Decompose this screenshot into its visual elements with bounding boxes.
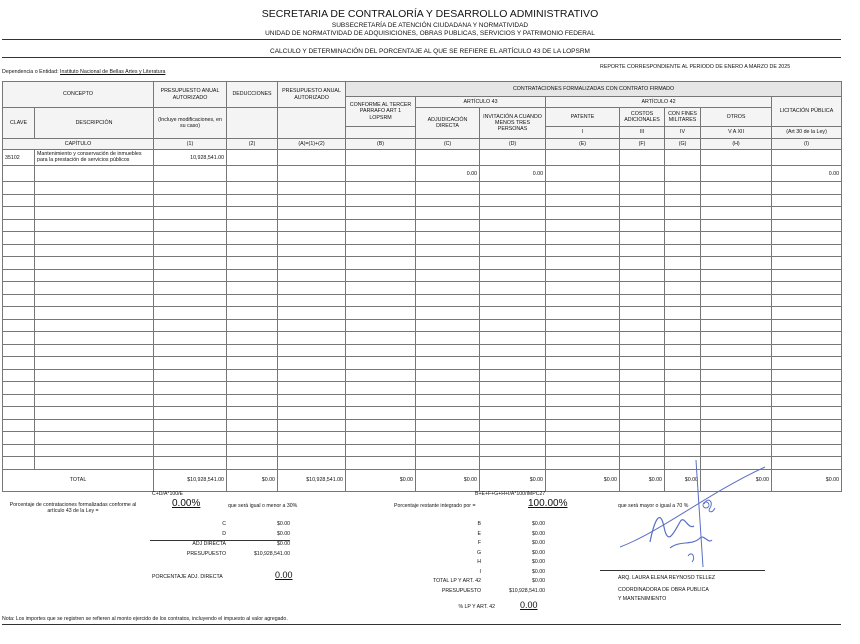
total-deducciones: $0.00	[227, 469, 278, 491]
table-row	[3, 269, 842, 282]
header-blank-deducciones	[227, 108, 278, 139]
signature-line	[600, 570, 765, 571]
total-label: TOTAL	[3, 469, 154, 491]
formula-right: B+E+F+G+H+I/A*100/IMPC27	[475, 491, 546, 497]
col-number-2: (2)	[227, 139, 278, 150]
roman-v-xii: V A XII	[701, 127, 772, 139]
summary-row-value: $0.00	[277, 530, 290, 537]
total-c: $0.00	[416, 469, 480, 491]
table-row	[3, 232, 842, 245]
summary-row	[430, 559, 545, 569]
total-f: $0.00	[620, 469, 665, 491]
header-descripcion: DESCRIPCIÓN	[35, 108, 154, 139]
row-clave: 35102	[3, 150, 35, 166]
summary-row	[150, 551, 290, 561]
table-row	[3, 282, 842, 295]
col-number-a: (A)=(1)+(2)	[278, 139, 346, 150]
summary-row-value: $0.00	[532, 521, 545, 527]
col-letter-i: (I)	[772, 139, 842, 150]
header-patente: PATENTE	[546, 108, 620, 127]
percentage-right-value: 100.00%	[528, 498, 568, 509]
header-otros: OTROS	[701, 108, 772, 127]
total-h: $0.00	[701, 469, 772, 491]
header-incluye: (Incluye modificaciones, en su caso)	[154, 108, 227, 139]
dependency-value: Instituto Nacional de Bellas Artes y Literatura	[60, 69, 166, 75]
header-presupuesto-autorizado: PRESUPUESTO ANUAL AUTORIZADO	[154, 82, 227, 108]
right-summary	[430, 521, 545, 597]
calculation-title: CALCULO Y DETERMINACIÓN DEL PORCENTAJE AL QUE SE REFIERE EL ARTÍCULO 43 DE LA LOPSRM	[270, 48, 590, 55]
col-number-1: (1)	[154, 139, 227, 150]
dependency-line	[2, 69, 165, 75]
header-art30: (Art 30 de la Ley)	[772, 127, 842, 139]
summary-row	[430, 588, 545, 598]
summary-row-value: $10,928,541.00	[253, 550, 290, 557]
col-letter-g: (G)	[665, 139, 701, 150]
summary-row-label: I	[479, 568, 481, 575]
table-row	[3, 182, 842, 195]
header-costos: COSTOS ADICIONALES	[620, 108, 665, 127]
note-left: que será igual o menor a 30%	[228, 503, 298, 509]
summary-row-value: $0.00	[532, 578, 545, 584]
row-descripcion: Mantenimiento y conservación de inmuebles para la prestación de servicios públicos	[35, 150, 154, 166]
summary-row	[150, 531, 290, 542]
header-articulo-43: ARTÍCULO 43	[416, 97, 546, 108]
title-divider	[2, 57, 841, 58]
header-capitulo: CAPÍTULO	[3, 139, 154, 150]
table-row	[3, 344, 842, 357]
header-blank-conforme	[346, 127, 416, 139]
document-unit: UNIDAD DE NORMATIVIDAD DE ADQUISICIONES, OBRAS PUBLICAS, SERVICIOS Y PATRIMONIO FEDERAL	[265, 30, 595, 37]
table-row	[3, 357, 842, 370]
signer-role-1: COORDINADORA DE OBRA PUBLICA	[618, 587, 709, 593]
footer-divider	[2, 624, 841, 625]
summary-row	[150, 521, 290, 531]
table-row	[3, 166, 842, 182]
summary-row-value: $0.00	[277, 521, 290, 527]
total-b: $0.00	[346, 469, 416, 491]
table-row	[3, 319, 842, 332]
formula-left: C+D/A*100/E	[152, 491, 183, 497]
table-row	[3, 219, 842, 232]
summary-row	[430, 569, 545, 579]
percentage-right-label: Porcentaje restante integrado por =	[394, 503, 476, 509]
summary-row-value: $0.00	[532, 568, 545, 575]
summary-row	[150, 541, 290, 551]
total-d: $0.00	[480, 469, 546, 491]
summary-row-label: D	[222, 530, 226, 537]
table-row	[3, 194, 842, 207]
col-letter-h: (H)	[701, 139, 772, 150]
percentage-lp-value: 0.00	[520, 600, 538, 610]
summary-row	[430, 531, 545, 541]
note-right: que será mayor o igual a 70 %	[618, 503, 689, 509]
header-deducciones: DEDUCCIONES	[227, 82, 278, 108]
percentage-lp-label: % LP Y ART. 42	[458, 604, 495, 610]
table-row	[3, 150, 842, 166]
summary-row-label: E	[477, 530, 481, 537]
summary-row-value: $0.00	[532, 549, 545, 556]
summary-row-value: $0.00	[532, 559, 545, 565]
col-letter-c: (C)	[416, 139, 480, 150]
header-blank-presupuesto	[278, 108, 346, 139]
header-divider	[2, 39, 841, 40]
summary-row-label: H	[477, 559, 481, 565]
row-presupuesto: 10,928,541.00	[154, 150, 227, 166]
document-subtitle: SUBSECRETARÍA DE ATENCIÓN CIUDADANA Y NORMATIVIDAD	[331, 22, 529, 29]
summary-row	[430, 521, 545, 531]
percentage-left-label: Porcentaje de contrataciones formalizadas conforme al artículo 43 de la Ley =	[9, 502, 137, 515]
summary-row-label: ADJ DIRECTA	[192, 541, 226, 547]
summary-row-label: F	[477, 540, 481, 546]
table-row	[3, 332, 842, 345]
col-letter-b: (B)	[346, 139, 416, 150]
table-row	[3, 294, 842, 307]
col-letter-d: (D)	[480, 139, 546, 150]
summary-row-label: B	[477, 521, 481, 527]
header-licitacion: LICITACIÓN PÚBLICA	[772, 97, 842, 127]
roman-iv: IV	[665, 127, 701, 139]
summary-row-value: $10,928,541.00	[508, 587, 545, 594]
table-row	[3, 369, 842, 382]
header-conforme: CONFORME AL TERCER PARRAFO ART 1 LOPSRM	[346, 97, 416, 127]
period-label: REPORTE CORRESPONDIENTE AL PERIODO DE ENERO A MARZO DE 2025	[600, 64, 791, 70]
table-row	[3, 407, 842, 420]
summary-row-label: C	[222, 521, 226, 527]
table-row	[3, 382, 842, 395]
percentage-adj-value: 0.00	[275, 570, 293, 580]
header-presupuesto-autorizado-2: PRESUPUESTO ANUAL AUTORIZADO	[278, 82, 346, 108]
total-i: $0.00	[772, 469, 842, 491]
header-articulo-42: ARTÍCULO 42	[546, 97, 772, 108]
summary-row-value: $0.00	[532, 540, 545, 546]
col-letter-e: (E)	[546, 139, 620, 150]
summary-row	[430, 578, 545, 588]
table-row	[3, 432, 842, 445]
row-invitacion-value: 0.00	[480, 166, 546, 182]
header-invitacion: INVITACIÓN A CUANDO MENOS TRES PERSONAS	[480, 108, 546, 139]
table-row	[3, 419, 842, 432]
handwritten-signature	[600, 452, 780, 574]
dependency-label: Dependencia o Entidad:	[2, 69, 59, 75]
summary-row	[430, 550, 545, 560]
percentage-adj-label: PORCENTAJE ADJ. DIRECTA	[152, 574, 223, 580]
header-concepto: CONCEPTO	[3, 82, 154, 108]
total-g: $0.00	[665, 469, 701, 491]
total-e: $0.00	[546, 469, 620, 491]
summary-row-label: PRESUPUESTO	[441, 587, 481, 594]
summary-row	[430, 540, 545, 550]
summary-row-label: TOTAL LP Y ART. 42	[433, 578, 481, 584]
header-contrataciones: CONTRATACIONES FORMALIZADAS CON CONTRATO FIRMADO	[346, 82, 842, 97]
table-row	[3, 257, 842, 270]
table-row	[3, 394, 842, 407]
col-letter-f: (F)	[620, 139, 665, 150]
summary-row-value: $0.00	[277, 541, 290, 547]
header-clave: CLAVE	[3, 108, 35, 139]
total-presupuesto: $10,928,541.00	[154, 469, 227, 491]
summary-row-label: PRESUPUESTO	[186, 550, 226, 557]
table-row	[3, 307, 842, 320]
row-licitacion-value: 0.00	[772, 166, 842, 182]
left-summary	[150, 521, 290, 560]
roman-iii: III	[620, 127, 665, 139]
signer-role-2: Y MANTENIMIENTO	[618, 596, 667, 602]
roman-i: I	[546, 127, 620, 139]
header-fines-militares: CON FINES MILITARES	[665, 108, 701, 127]
table-row	[3, 207, 842, 220]
total-presupuesto-2: $10,928,541.00	[278, 469, 346, 491]
document-title: SECRETARIA DE CONTRALORÍA Y DESARROLLO ADMINISTRATIVO	[261, 8, 599, 20]
table-row	[3, 244, 842, 257]
summary-row-value: $0.00	[532, 530, 545, 537]
signer-name: ARQ. LAURA ELENA REYNOSO TELLEZ	[618, 575, 716, 581]
budget-table	[2, 81, 842, 492]
summary-row-label: G	[476, 549, 481, 556]
percentage-left-value: 0.00%	[172, 498, 201, 509]
header-adj-directa: ADJUDICACIÓN DIRECTA	[416, 108, 480, 139]
row-adj-directa-value: 0.00	[416, 166, 480, 182]
footnote: Nota: Los importes que se registren se refieren al monto ejercido de los contratos, incluyendo el impuesto al valor agregado.	[2, 616, 288, 622]
